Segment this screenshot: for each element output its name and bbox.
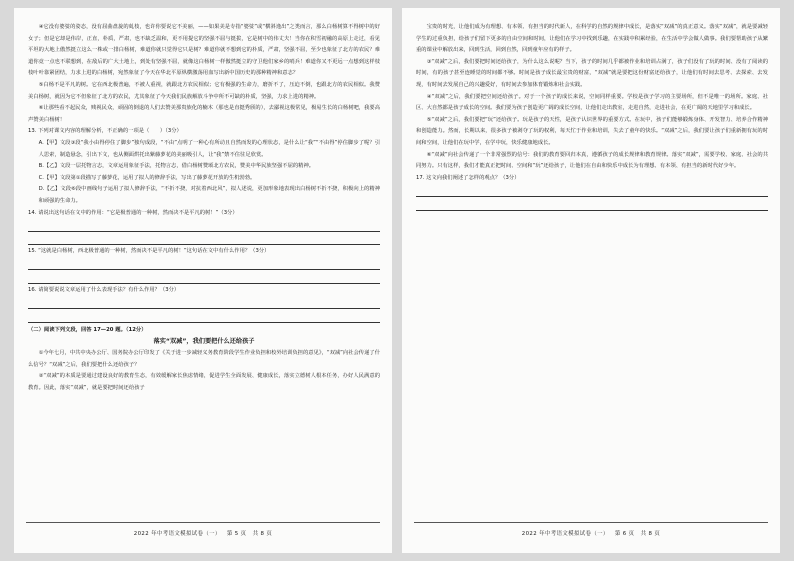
question-15: 15. “这就是白杨树，西北极普通的一种树，然而决不是平凡的树！”这句话在文中有什么作用？（3分） [28,248,270,255]
answer-line[interactable] [28,233,380,246]
answer-line[interactable] [28,310,380,323]
article-paragraph: ⑤“双减”之后，我们要把“玩”还给孩子。玩是孩子的天性，是孩子认识世界的重要方式。在玩中，孩子们能够锻炼身体、开发智力、培养合作精神和创造能力。然而，长期以来，很多孩子被剥夺了玩的权利，每天忙于作业和培训，失去了童年的快乐。“双减”之后，我们要让孩子们重新拥有玩的时间和空间，让他们在玩中学，在学中玩，快乐健康地成长。 [416,116,768,146]
page-footer [14,529,392,537]
answer-line[interactable] [28,258,380,271]
footer-exam-title: 2022 年中考语文模拟试卷（一） [133,531,221,537]
question-13-option-d: D.【乙】文段⑥段中画线句子运用了拟人修辞手法，“不折不挠，对抗着西北风”，拟人述说，更加形象地表现出白杨树不折不挠，积极向上的精神和顽强的生命力。 [38,186,380,204]
question-13-option-b: B.【乙】文段一层托物言志，文章运用象征手法，托物言志，借白杨树赞颂北方农民，赞美中华民族坚强不屈的精神。 [38,163,315,170]
article-paragraph: ②“双减”的本质是要通过建设良好的教育生态，有效缓解家长焦虑情绪，促进学生全面发展、健康成长，落实立德树人根本任务，办好人民满意的教育。因此，落实“双减”，就是要把时间还给孩子 [28,373,380,391]
question-13-option-a: A.【甲】文段③段“我小由得停住了脚步”独句成段，“不由”点明了一种心有所动且自然而发的心理状态，是什么让“我”“不由得”停住脚步了呢？引人思索，制造悬念，引出下文，也从侧面烘托出紫藤萝花的美丽吸引人，让“我”禁不住驻足欣赏。 [38,139,380,158]
passage-paragraph: ⑤白杨不是平凡的树。它在西北极普遍，不被人重视，就跟北方农民相似；它有极强的生命力，磨折不了，压迫不倒，也跟北方的农民相似。我赞美白杨树，就因为它不但象征了北方的农民，尤其象征了今天我们民族解放斗争中所不可缺的朴质，坚强，力求上进的精神。 [28,81,380,100]
question-14: 14. 请说出这句话在文中的作用：“它是极普通的一种树，然而决不是平凡的树！”（3分） [28,209,238,216]
answer-line[interactable] [416,198,768,211]
answer-line[interactable] [28,271,380,284]
question-13-stem: 13. 下列对课文内容的理解分析，不正确的一项是（ ）（3分） [28,128,182,135]
answer-line[interactable] [28,219,380,232]
footer-page-number: 第 6 页 [614,531,635,537]
footer-page-total: 共 8 页 [252,531,273,537]
answer-line[interactable] [28,297,380,310]
article-paragraph: ④“双减”之后，我们要把空间还给孩子。对于一个孩子的成长来说，空间同样重要。学校是孩子学习的主要场所，但不是唯一的场所。家庭、社区、大自然都是孩子成长的空间。我们要为孩子创造更广阔的成长空间，让他们走出教室，走进自然，走进社会，在更广阔的天地里学习和成长。 [416,93,768,112]
question-16: 16. 请简要说说文章运用了什么表现手法？有什么作用？（3分） [28,287,180,294]
page-footer [402,529,780,537]
footer-page-total: 共 8 页 [640,531,661,537]
section-heading: （二）阅读下列文段，回答 17—20 题。（12分） [28,326,147,333]
exam-page-left [14,8,392,553]
answer-line[interactable] [416,184,768,197]
article-paragraph: 宝贵的时光，让他们成为有理想、有本领、有担当的时代新人，在科学的自然的规律中成长，是落实“双减”的真正意义。落实“双减”，就是要减轻学生的过重负担，给孩子们留下更多的自由空间和时间，让他们在学习中找到乐趣，在实践中积累经验，在生活中学会做人做事。我们要帮助孩子从繁重的课业中解放出来，回到生活，回到自然，回到童年应有的样子。 [416,24,768,54]
passage-paragraph: ④它没有婆娑的姿态，没有屈曲盘旋的虬枝，也许你要说它不美丽，——如果美是专指“婆娑”或“横斜逸出”之类而言，那么白杨树算不得树中的好女子；但是它却是伟岸，正直，朴质，严肃，也不缺乏温和，更不用提它的坚强不屈与挺拔，它是树中的伟丈夫！当你在积雪初融的高原上走过，看见平坦的大地上傲然挺立这么一株或一排白杨树，难道你就只觉得它只是树？难道你就不想到它的朴质，严肃，坚强不屈，至少也象征了北方的农民？难道你竟一点也不联想到，在敌后的广大土地上，到处有坚强不屈，就像这白杨树一样傲然挺立的守卫他们家乡的哨兵！难道你又不更远一点想到这样枝枝叶叶靠紧团结，力求上进的白杨树，宛然象征了今天在华北平原纵横激荡用血写出新中国历史的那种精神和意志？ [28,24,380,77]
right-page-content [416,22,768,212]
left-page-content [28,22,380,394]
footer-exam-title: 2022 年中考语文模拟试卷（一） [521,531,609,537]
exam-page-right [402,8,780,553]
article-title: 落实“双减”，我们要把什么还给孩子 [153,338,255,346]
article-paragraph: ⑥“双减”向社会传递了一个非常强烈的信号：我们的教育要回归本真，遵循孩子的成长规律和教育规律。落实“双减”，需要学校、家庭、社会的共同努力。只有这样，我们才能真正把时间、空间和“玩”还给孩子，让他们在自由和快乐中成长为有理想、有本领、有担当的新时代好少年。 [416,151,768,170]
footer-page-number: 第 5 页 [226,531,247,537]
question-17: 17. 这文向我们阐述了怎样的观点？（3分） [416,174,520,181]
passage-paragraph: ⑥让那些看不起民众，贱视民众，顽固的倒退的人们去赞美那贵族化的楠木（那也是直挺秀颀的），去鄙视这极常见，极易生长的白杨树吧，我要高声赞美白杨树！ [28,105,380,123]
article-paragraph: ③“双减”之后，我们要把时间还给孩子，为什么这么说呢？当下，孩子的时间几乎都被作业和培训占满了，孩子们没有了玩的时间、没有了阅读的时间，有的孩子甚至连睡觉的时间都不够。时间是孩子成长最宝贵的财富，“双减”就是要把这份财富还给孩子，让他们有时间去思考、去探索、去发现，有时间去发展自己的兴趣爱好，有时间去参加体育锻炼和社会实践。 [416,58,768,88]
article-paragraph: ①今年七月，中共中央办公厅、国务院办公厅印发了《关于进一步减轻义务教育阶段学生作业负担和校外培训负担的意见》，“双减”向社会传递了什么信号？“双减”之后，我们要把什么还给孩子？ [28,350,380,368]
footer-divider [26,522,380,523]
footer-divider [414,522,768,523]
question-13-option-c: C.【甲】文段第①段描写了藤萝花，运用了拟人的修辞手法，写出了藤萝花开放的生机勃勃。 [38,174,256,181]
